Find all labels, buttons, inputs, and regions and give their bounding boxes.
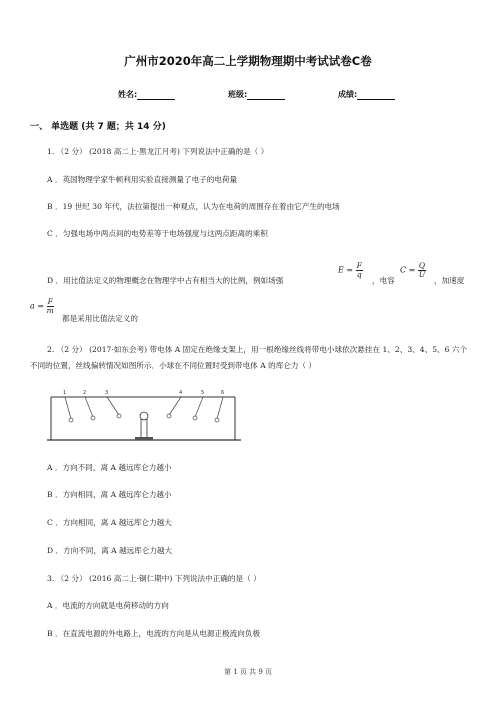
score-field	[338, 89, 395, 100]
q1-option-c: C ．匀强电场中两点间的电势差等于电场强度与这两点距离的乘积	[47, 229, 268, 238]
q1-option-d-mid: ，电容	[372, 276, 395, 285]
q3-option-b: B ．在直流电源的外电路上，电流的方向是从电源正极流向负极	[47, 629, 261, 638]
formula-c-den: U	[418, 270, 426, 279]
section-heading: 一、 单选题 (共 7 题；共 14 分)	[30, 122, 166, 132]
class-label: 班级:	[228, 90, 248, 99]
formula-e-lhs: E =	[338, 265, 354, 275]
score-label: 成绩:	[338, 90, 358, 99]
class-blank	[247, 90, 285, 100]
position-label-1: 1	[63, 390, 67, 396]
score-blank	[357, 90, 395, 100]
name-label: 姓名:	[118, 90, 138, 99]
formula-a-den: m	[46, 306, 54, 315]
formula-e-fraction	[356, 262, 363, 279]
position-label-5: 5	[201, 390, 205, 396]
q3-stem: 3. （2 分） (2016 高二上·铜仁期中) 下列说法中正确的是（ ）	[47, 574, 261, 583]
q1-formula-a	[30, 298, 54, 315]
position-label-6: 6	[221, 390, 225, 396]
q2-stem: 2. （2 分） (2017·如东会考) 带电体 A 固定在绝缘支架上，用一根绝缘丝线将带电小球依次悬挂在 1、2、3、4、5、6 六个不同的位置，丝线偏转情况如图所示．小球在不同位置时受到带电体 A 的库仑力（ ）	[30, 345, 468, 370]
q2-option-a: A ．方向不同，离 A 越远库仑力越小	[47, 463, 172, 472]
name-field	[118, 89, 175, 100]
q2-option-c: C ．方向相同，离 A 越远库仑力越大	[47, 518, 172, 527]
q1-option-a: A ．英国物理学家牛顿利用实验直接测量了电子的电荷量	[47, 175, 238, 184]
formula-c-lhs: C =	[400, 265, 416, 275]
name-blank	[137, 90, 175, 100]
position-label-4: 4	[179, 390, 183, 396]
q1-formula-e	[338, 262, 363, 279]
q1-option-b: B ．19 世纪 30 年代，法拉第提出一种观点，认为在电荷的周围存在着由它产生的电场	[47, 202, 340, 211]
q1-option-d: D ．用比值法定义的物理概念在物理学中占有相当大的比例，例如场强	[47, 276, 284, 285]
q1-formula-c	[400, 262, 426, 279]
q1-option-d-end: ，加速度	[434, 276, 465, 285]
q2-option-b: B ．方向相同，离 A 越远库仑力越小	[47, 490, 172, 499]
formula-e-den: q	[356, 270, 362, 279]
position-label-3: 3	[105, 390, 109, 396]
formula-e-num: F	[356, 261, 362, 270]
q1-stem: 1. （2 分） (2018 高二上·黑龙江月考) 下列说法中正确的是（ ）	[47, 147, 269, 156]
class-field	[228, 89, 285, 100]
formula-a-fraction	[47, 298, 54, 315]
formula-c-fraction	[418, 262, 426, 279]
q1-option-d-tail: 都是采用比值法定义的	[62, 314, 138, 323]
q2-option-d: D ．方向不同，离 A 越远库仑力越大	[47, 546, 173, 555]
coulomb-force-diagram	[45, 357, 245, 443]
formula-c-num: Q	[418, 261, 426, 270]
exam-title: 广州市2020年高二上学期物理期中考试试卷C卷	[124, 54, 372, 68]
position-label-2: 2	[83, 390, 87, 396]
q3-option-a: A ．电流的方向就是电荷移动的方向	[47, 601, 169, 610]
formula-a-lhs: a =	[30, 301, 45, 311]
formula-a-num: F	[47, 297, 53, 306]
page-footer: 第 1 页 共 9 页	[223, 668, 273, 676]
